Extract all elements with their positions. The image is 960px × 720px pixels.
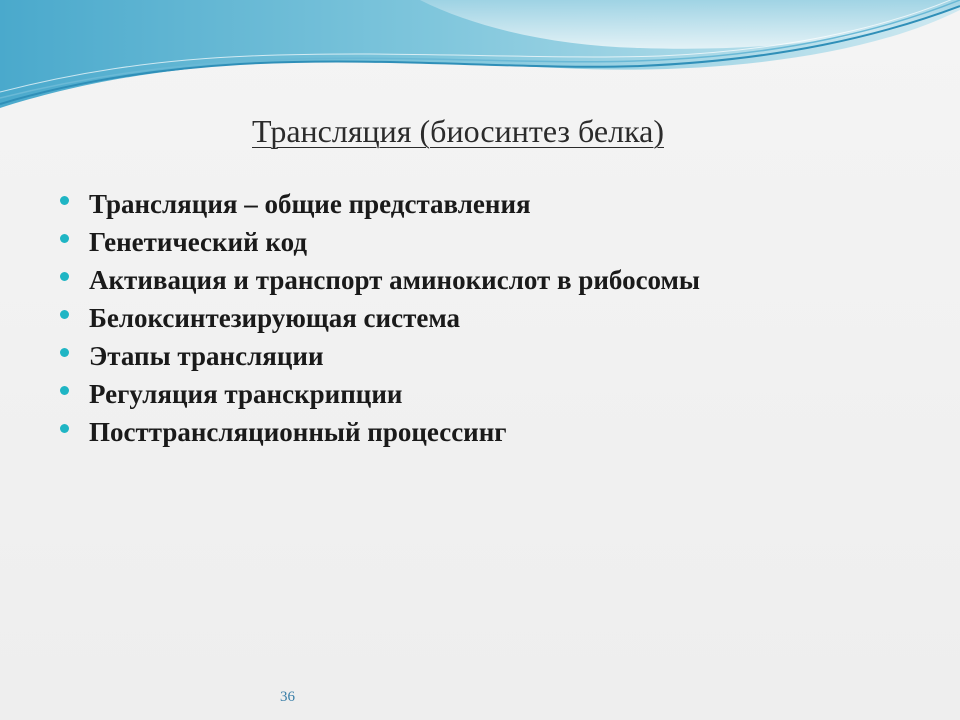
bullet-dot-icon bbox=[60, 348, 69, 357]
bullet-text: Посттрансляционный процессинг bbox=[89, 417, 507, 447]
list-item bbox=[60, 261, 700, 299]
bullet-dot-icon bbox=[60, 272, 69, 281]
list-item bbox=[60, 299, 700, 337]
bullet-text: Этапы трансляции bbox=[89, 341, 324, 371]
wave-header-decoration bbox=[0, 0, 960, 120]
bullet-dot-icon bbox=[60, 196, 69, 205]
bullet-dot-icon bbox=[60, 424, 69, 433]
bullet-text: Активация и транспорт аминокислот в рибосомы bbox=[89, 265, 701, 295]
list-item bbox=[60, 185, 700, 223]
list-item bbox=[60, 223, 700, 261]
bullet-list bbox=[60, 185, 700, 451]
list-item bbox=[60, 337, 700, 375]
page-number: 36 bbox=[280, 689, 295, 705]
list-item bbox=[60, 375, 700, 413]
bullet-text: Генетический код bbox=[89, 227, 307, 257]
bullet-text: Белоксинтезирующая система bbox=[89, 303, 461, 333]
bullet-text: Трансляция – общие представления bbox=[89, 189, 531, 219]
bullet-text: Регуляция транскрипции bbox=[89, 379, 403, 409]
list-item bbox=[60, 413, 700, 451]
bullet-dot-icon bbox=[60, 386, 69, 395]
bullet-dot-icon bbox=[60, 234, 69, 243]
bullet-dot-icon bbox=[60, 310, 69, 319]
slide-title: Трансляция (биосинтез белка) bbox=[252, 113, 664, 149]
